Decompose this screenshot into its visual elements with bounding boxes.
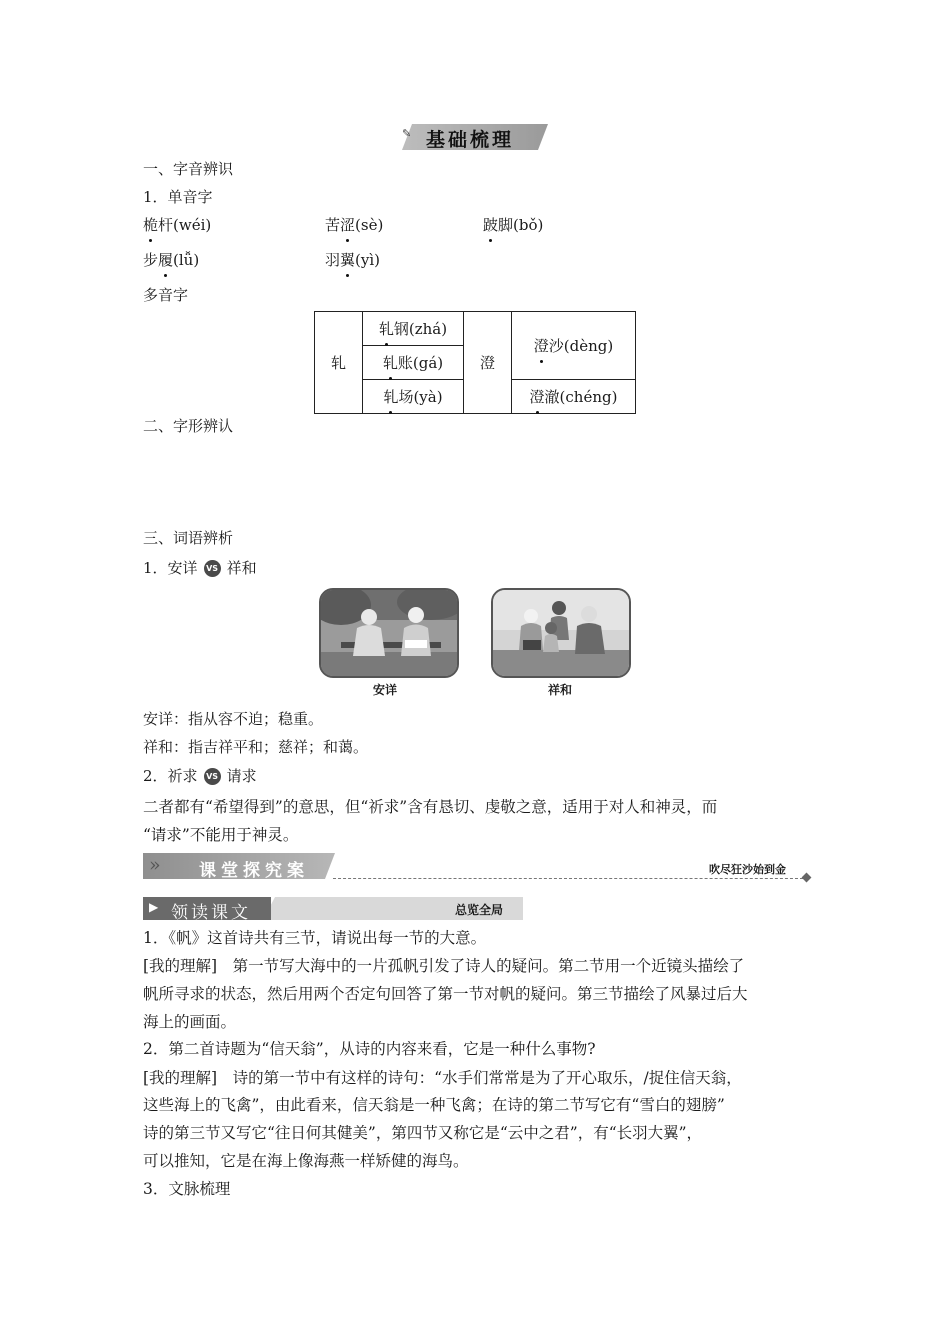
photo-family — [491, 588, 631, 678]
chevron-icon: » — [149, 854, 158, 876]
photo-elderly-couple — [319, 588, 459, 678]
emphasized-char: 桅 — [143, 216, 159, 234]
polyphone-reading: 澄沙(dèng) — [512, 312, 636, 380]
section-slogan: 吹尽狂沙始到金 — [709, 863, 786, 876]
answer-1-line: 帆所寻求的状态，然后用两个否定句回答了第一节对帆的疑问。第三节描绘了风暴过后大 — [143, 985, 748, 1003]
polyphone-char: 澄 — [464, 312, 512, 414]
polyphone-reading: 轧钢(zhá) — [363, 312, 464, 346]
definition-2: 祥和：指吉祥平和；慈祥；和蔼。 — [143, 738, 369, 756]
polyphone-table — [314, 311, 636, 414]
answer-1-line: [我的理解] 第一节写大海中的一片孤帆引发了诗人的疑问。第二节用一个近镜头描绘了 — [143, 957, 745, 975]
word-item: 苦涩(sè) — [325, 216, 384, 234]
photo-caption: 祥和 — [548, 683, 573, 697]
photo-elderly-couple-image — [321, 590, 457, 676]
answer-1-line: 海上的画面。 — [143, 1013, 237, 1031]
answer-2-line: [我的理解] 诗的第一节中有这样的诗句：“水手们常常是为了开心取乐，/捉住信天翁， — [143, 1069, 742, 1087]
word-pair-2: 2．祈求 VS 请求 — [143, 767, 257, 785]
question-3: 3．文脉梳理 — [143, 1180, 231, 1198]
definition-1: 安详：指从容不迫；稳重。 — [143, 710, 324, 728]
question-1: 1．《帆》这首诗共有三节，请说出每一节的大意。 — [143, 929, 487, 947]
explanation-line: 二者都有“希望得到”的意思，但“祈求”含有恳切、虔敬之意，适用于对人和神灵，而 — [143, 798, 718, 816]
polyphone-reading: 轧账(gá) — [363, 346, 464, 380]
play-icon: ▶ — [149, 900, 159, 914]
page-title: 基础梳理 — [426, 129, 515, 151]
emphasized-char: 翼 — [340, 251, 356, 269]
feather-icon: ✎ — [402, 127, 412, 140]
photo-caption: 安详 — [373, 683, 398, 697]
vs-icon: VS — [204, 560, 221, 577]
answer-2-line: 诗的第三节又写它“往日何其健美”，第四节又称它是“云中之君”，有“长羽大翼”， — [143, 1124, 703, 1142]
word-item: 羽翼(yì) — [325, 251, 381, 269]
sub-banner-right: 总览全局 — [455, 903, 504, 917]
explanation-line: “请求”不能用于神灵。 — [143, 826, 299, 844]
polyphone-reading: 轧场(yà) — [363, 380, 464, 414]
emphasized-char: 履 — [158, 251, 174, 269]
answer-2-line: 可以推知，它是在海上像海燕一样矫健的海鸟。 — [143, 1152, 469, 1170]
polyphone-reading: 澄澈(chéng) — [512, 380, 636, 414]
section-heading-vocabulary: 三、词语辨析 — [143, 529, 234, 547]
title-banner — [402, 124, 548, 150]
emphasized-char: 跛 — [483, 216, 499, 234]
word-item: 桅杆(wéi) — [143, 216, 212, 234]
answer-2-line: 这些海上的飞禽”，由此看来，信天翁是一种飞禽；在诗的第二节写它有“雪白的翅膀” — [143, 1096, 725, 1114]
photo-family-image — [493, 590, 629, 676]
section-heading-pronunciation: 一、字音辨识 — [143, 160, 234, 178]
section-banner — [143, 853, 815, 881]
vs-icon: VS — [204, 768, 221, 785]
word-pair-1: 1．安详 VS 祥和 — [143, 559, 257, 577]
sub-banner-title: 领读课文 — [171, 903, 251, 923]
sub-heading-single-reading: 1．单音字 — [143, 188, 213, 206]
word-item: 跛脚(bǒ) — [483, 216, 544, 234]
section-heading-glyph: 二、字形辨认 — [143, 417, 234, 435]
sub-heading-polyphone: 多音字 — [143, 286, 189, 304]
word-item: 步履(lǚ) — [143, 251, 200, 269]
section-banner-title: 课堂探究案 — [199, 861, 309, 881]
sub-banner — [143, 897, 523, 923]
polyphone-char: 轧 — [315, 312, 363, 414]
emphasized-char: 涩 — [340, 216, 356, 234]
question-2: 2．第二首诗题为“信天翁”，从诗的内容来看，它是一种什么事物? — [143, 1040, 596, 1058]
dashed-divider — [333, 878, 803, 879]
diamond-icon — [802, 873, 812, 883]
